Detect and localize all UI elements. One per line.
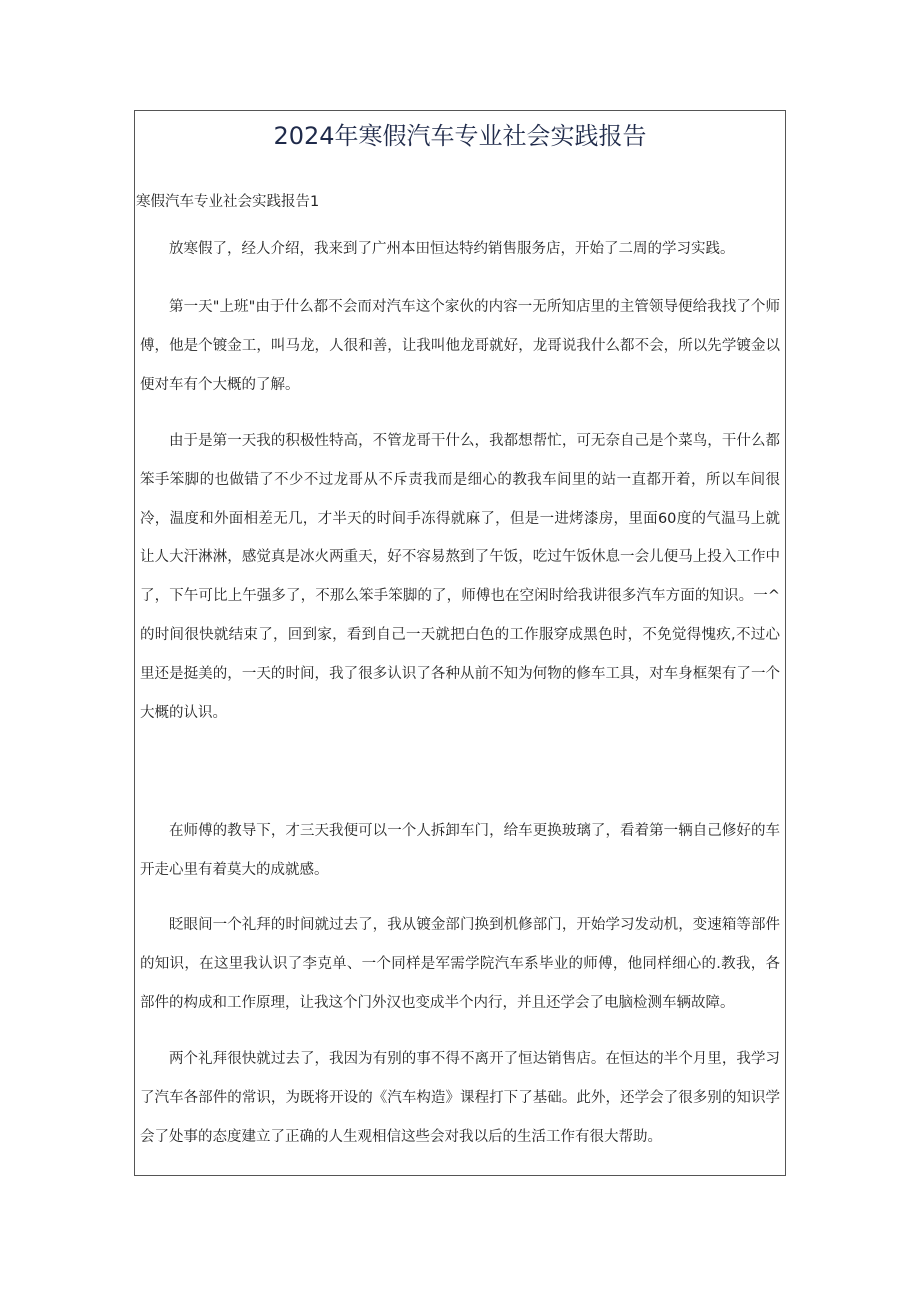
section-heading: 寒假汽车专业社会实践报告1	[136, 194, 320, 210]
document-title: 2024年寒假汽车专业社会实践报告	[273, 122, 647, 150]
paragraph: 在师傅的教导下，才三天我便可以一个人拆卸车门，给车更换玻璃了，看着第一辆自己修好的车开走心里有着莫大的成就感。	[140, 823, 780, 878]
paragraph: 由于是第一天我的积极性特高，不管龙哥干什么，我都想帮忙，可无奈自己是个菜鸟，干什么都笨手笨脚的也做错了不少不过龙哥从不斥责我而是细心的教我车间里的站一直都开着，所以车间很冷，温度和外面相差无几，才半天的时间手冻得就麻了，但是一进烤漆房，里面60度的气温马上就让人大汗淋淋，感觉真是冰火两重天，好不容易熬到了午饭，吃过午饭休息一会儿便马上投入工作中了，下午可比上午强多了，不那么笨手笨脚的了，师傅也在空闲时给我讲很多汽车方面的知识。一^的时间很快就结束了，回到家，看到自己一天就把白色的工作服穿成黑色时，不免觉得愧疚,不过心里还是挺美的，一天的时间，我了很多认识了各种从前不知为何物的修车工具，对车身框架有了一个大概的认识。	[140, 433, 780, 721]
paragraph: 眨眼间一个礼拜的时间就过去了，我从镀金部门换到机修部门，开始学习发动机，变速箱等部件的知识，在这里我认识了李克单、一个同样是军需学院汽车系毕业的师傅，他同样细心的.教我，各部件的构成和工作原理，让我这个门外汉也变成半个内行，并且还学会了电脑检测车辆故障。	[140, 917, 780, 1011]
paragraph: 两个礼拜很快就过去了，我因为有别的事不得不离开了恒达销售店。在恒达的半个月里，我学习了汽车各部件的常识，为既将开设的《汽车构造》课程打下了基础。此外，还学会了很多别的知识学会了处事的态度建立了正确的人生观相信这些会对我以后的生活工作有很大帮助。	[140, 1051, 780, 1145]
paragraph: 放寒假了，经人介绍，我来到了广州本田恒达特约销售服务店，开始了二周的学习实践。	[169, 241, 735, 257]
paragraph: 第一天"上班"由于什么都不会而对汽车这个家伙的内容一无所知店里的主管领导便给我找了个师傅，他是个镀金工，叫马龙，人很和善，让我叫他龙哥就好，龙哥说我什么都不会，所以先学镀金以便对车有个大概的了解。	[140, 299, 780, 393]
